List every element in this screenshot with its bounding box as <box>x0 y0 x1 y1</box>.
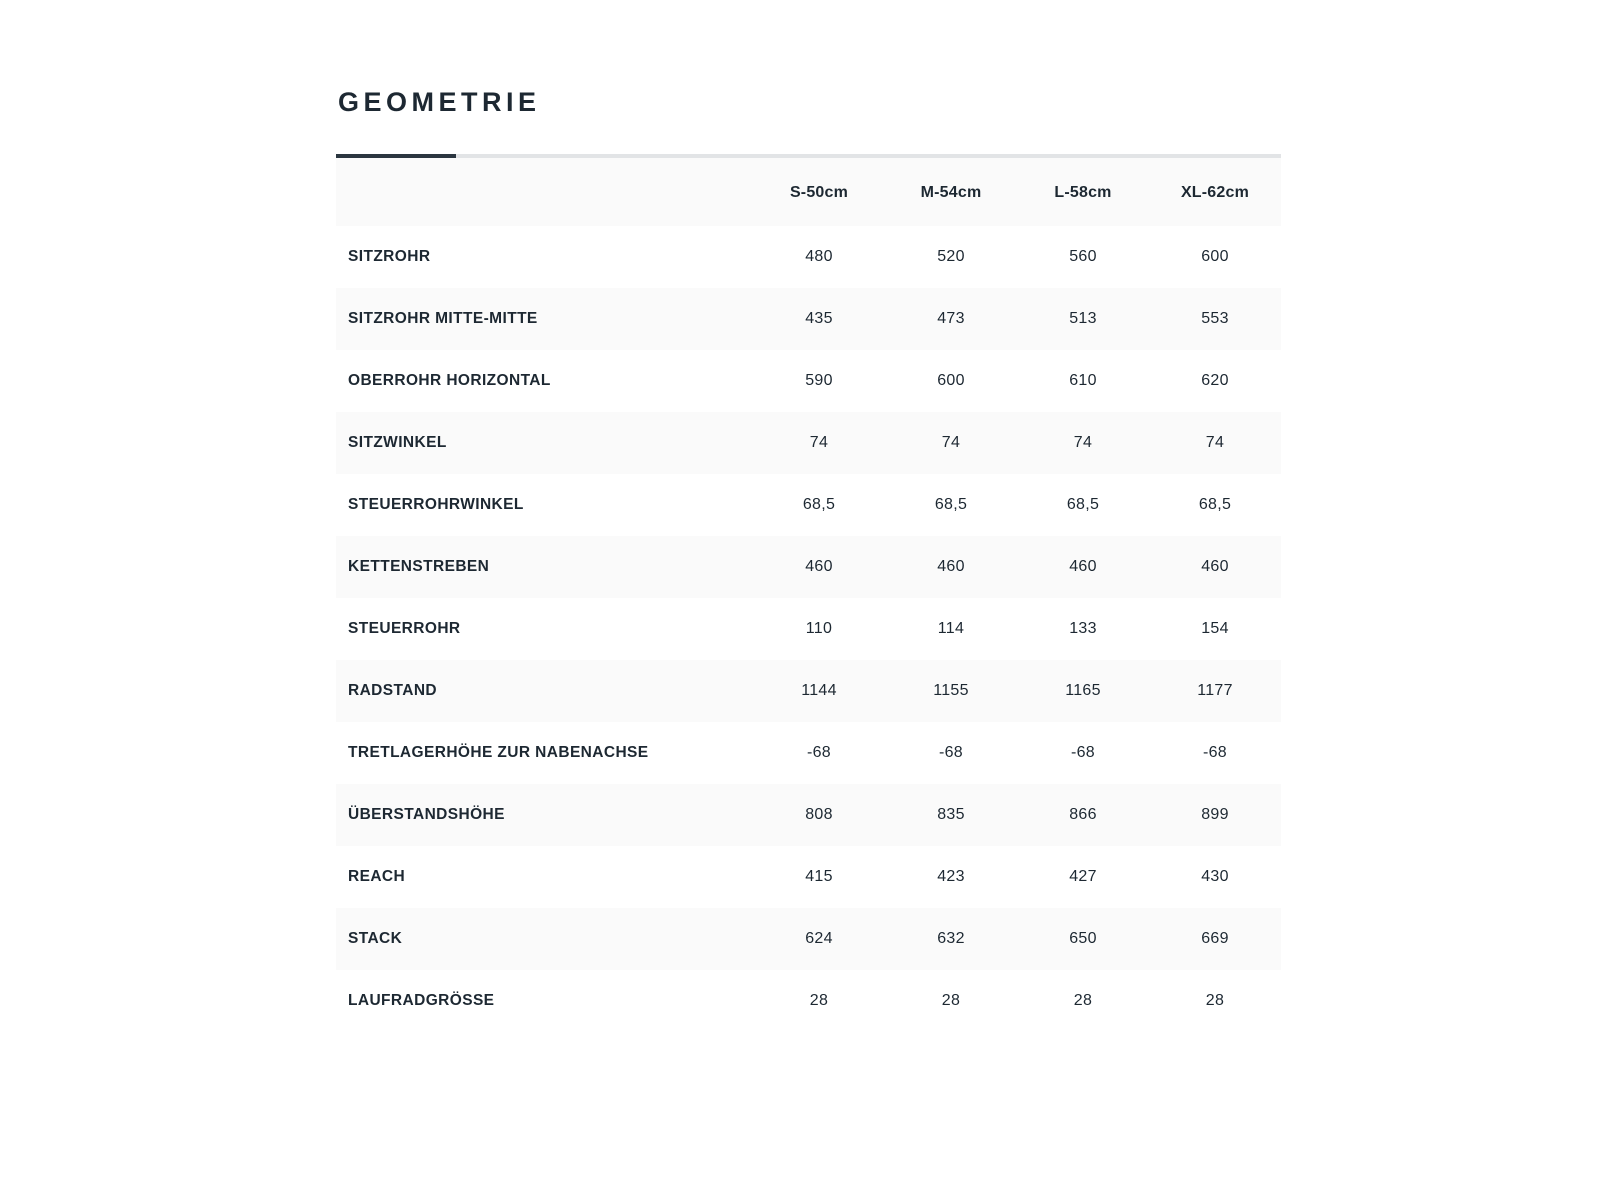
row-value-l: 610 <box>1069 371 1097 389</box>
row-label: KETTENSTREBEN <box>348 557 490 575</box>
row-label: STACK <box>348 929 403 947</box>
row-value-m: 28 <box>941 991 961 1009</box>
row-value-s: 624 <box>805 929 833 947</box>
table-header <box>336 158 1281 226</box>
column-header-size-xl: XL-62cm <box>1149 158 1281 226</box>
row-value-m: 423 <box>937 867 965 885</box>
row-value-m: 1155 <box>933 681 969 699</box>
row-value-s: 74 <box>809 433 829 451</box>
table-row <box>336 784 1281 846</box>
row-value-l: 460 <box>1069 557 1097 575</box>
row-value-l: 1165 <box>1065 681 1101 699</box>
table-row <box>336 970 1281 1032</box>
row-value-xl: 600 <box>1201 247 1229 265</box>
row-value-m: 74 <box>941 433 961 451</box>
row-value-l: 133 <box>1069 619 1097 637</box>
row-value-xl: 430 <box>1201 867 1229 885</box>
row-value-xl: 68,5 <box>1198 495 1232 513</box>
row-value-m: 632 <box>937 929 965 947</box>
row-value-xl: 669 <box>1201 929 1229 947</box>
row-value-s: 415 <box>805 867 833 885</box>
row-value-m: 68,5 <box>934 495 968 513</box>
row-label: SITZROHR MITTE-MITTE <box>348 309 538 327</box>
row-value-xl: 28 <box>1205 991 1225 1009</box>
row-value-l: 866 <box>1069 805 1097 823</box>
table-row <box>336 536 1281 598</box>
table-row <box>336 908 1281 970</box>
column-header-label <box>336 158 753 226</box>
table-row <box>336 412 1281 474</box>
row-value-s: 1144 <box>801 681 837 699</box>
row-value-xl: 74 <box>1205 433 1225 451</box>
row-value-m: 473 <box>937 309 965 327</box>
table-row <box>336 660 1281 722</box>
table-row <box>336 474 1281 536</box>
table-row <box>336 350 1281 412</box>
row-label: STEUERROHR <box>348 619 461 637</box>
row-value-m: 600 <box>937 371 965 389</box>
row-value-s: 480 <box>805 247 833 265</box>
row-label: SITZROHR <box>348 247 431 265</box>
column-header-size-m: M-54cm <box>885 158 1017 226</box>
page-title: GEOMETRIE <box>338 87 541 117</box>
row-value-l: 68,5 <box>1066 495 1100 513</box>
row-value-m: -68 <box>938 743 964 761</box>
row-value-l: 427 <box>1069 867 1097 885</box>
row-label: OBERROHR HORIZONTAL <box>348 371 551 389</box>
row-value-s: 110 <box>805 619 833 637</box>
row-value-s: 808 <box>805 805 833 823</box>
column-header-size-s: S-50cm <box>753 158 885 226</box>
table-row <box>336 598 1281 660</box>
table-row <box>336 722 1281 784</box>
row-value-l: 28 <box>1073 991 1093 1009</box>
row-value-l: 74 <box>1073 433 1093 451</box>
row-value-m: 114 <box>937 619 965 637</box>
row-value-s: 460 <box>805 557 833 575</box>
row-value-xl: 620 <box>1201 371 1229 389</box>
row-label: STEUERROHRWINKEL <box>348 495 524 513</box>
row-label: TRETLAGERHÖHE ZUR NABENACHSE <box>348 743 649 761</box>
row-value-l: 560 <box>1069 247 1097 265</box>
row-value-l: 650 <box>1069 929 1097 947</box>
row-value-s: 68,5 <box>802 495 836 513</box>
geometry-table <box>336 158 1281 1032</box>
row-label: REACH <box>348 867 406 885</box>
row-value-s: 590 <box>805 371 833 389</box>
row-value-m: 835 <box>937 805 965 823</box>
table-row <box>336 226 1281 288</box>
row-value-m: 520 <box>937 247 965 265</box>
table-row <box>336 846 1281 908</box>
row-value-m: 460 <box>937 557 965 575</box>
table-header-row <box>336 158 1281 226</box>
row-label: LAUFRADGRÖSSE <box>348 991 495 1009</box>
row-value-s: -68 <box>806 743 832 761</box>
column-header-size-l: L-58cm <box>1017 158 1149 226</box>
row-value-xl: 460 <box>1201 557 1229 575</box>
row-label: SITZWINKEL <box>348 433 447 451</box>
row-value-xl: 899 <box>1201 805 1229 823</box>
table-row <box>336 288 1281 350</box>
row-label: ÜBERSTANDSHÖHE <box>348 805 505 823</box>
row-value-s: 28 <box>809 991 829 1009</box>
row-value-l: -68 <box>1070 743 1096 761</box>
row-value-l: 513 <box>1069 309 1097 327</box>
row-value-xl: -68 <box>1202 743 1228 761</box>
row-label: RADSTAND <box>348 681 438 699</box>
row-value-s: 435 <box>805 309 833 327</box>
row-value-xl: 553 <box>1201 309 1229 327</box>
table-body <box>336 226 1281 1032</box>
title-underline-divider <box>336 154 1281 158</box>
row-value-xl: 154 <box>1201 619 1229 637</box>
geometry-section <box>336 88 1281 1032</box>
row-value-xl: 1177 <box>1197 681 1233 699</box>
